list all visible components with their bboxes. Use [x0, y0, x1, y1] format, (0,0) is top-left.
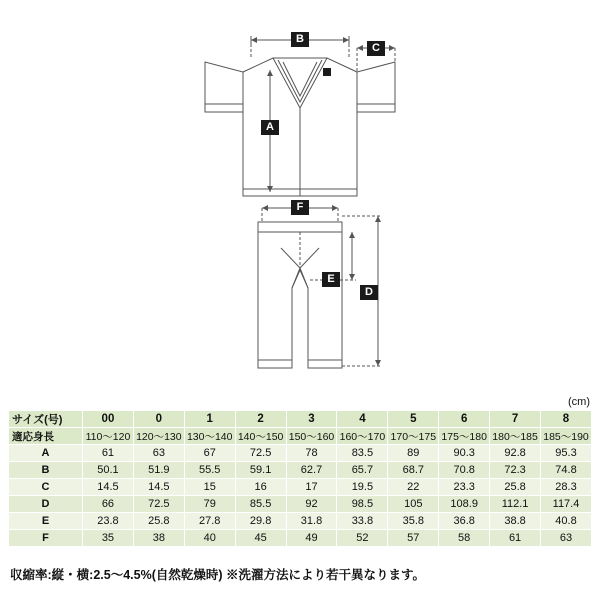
cell-E-00: 23.8: [83, 513, 134, 530]
dim-A-arrow-top: [267, 70, 273, 76]
row-label-F: F: [9, 530, 83, 547]
height-6: 175〜180: [439, 428, 490, 445]
table-row-height: [9, 428, 592, 445]
dim-E-arrow-top: [349, 232, 355, 238]
cell-D-1: 79: [184, 496, 235, 513]
table-row: [9, 496, 592, 513]
cell-D-6: 108.9: [439, 496, 490, 513]
table-row: [9, 462, 592, 479]
dim-B-arrow-left: [251, 37, 257, 43]
cell-C-8: 28.3: [541, 479, 592, 496]
height-00: 110〜120: [83, 428, 134, 445]
cell-B-3: 62.7: [286, 462, 337, 479]
header-size-label: サイズ(号): [9, 411, 83, 428]
table-row: [9, 513, 592, 530]
row-label-C: C: [9, 479, 83, 496]
dim-C-arrow-right: [389, 45, 395, 51]
height-2: 140〜150: [235, 428, 286, 445]
cell-D-3: 92: [286, 496, 337, 513]
cell-C-1: 15: [184, 479, 235, 496]
cell-F-3: 49: [286, 530, 337, 547]
cell-F-00: 35: [83, 530, 134, 547]
diagram-label-B: B: [291, 32, 309, 47]
dim-E-arrow-bottom: [349, 274, 355, 280]
header-size-0: 0: [133, 411, 184, 428]
cell-A-5: 89: [388, 445, 439, 462]
cell-B-7: 72.3: [490, 462, 541, 479]
dim-D-arrow-bottom: [375, 360, 381, 366]
header-size-4: 4: [337, 411, 388, 428]
cell-C-0: 14.5: [133, 479, 184, 496]
diagram-label-D: D: [360, 285, 378, 300]
cell-D-2: 85.5: [235, 496, 286, 513]
jacket-collar-right: [300, 58, 327, 108]
cell-E-7: 38.8: [490, 513, 541, 530]
cell-A-6: 90.3: [439, 445, 490, 462]
size-table-wrap: [8, 410, 592, 547]
cell-F-5: 57: [388, 530, 439, 547]
cell-D-0: 72.5: [133, 496, 184, 513]
cell-E-0: 25.8: [133, 513, 184, 530]
table-row: [9, 530, 592, 547]
table-row: [9, 445, 592, 462]
diagram-label-E: E: [322, 272, 340, 287]
diagram-label-A: A: [261, 120, 279, 135]
jacket-emblem: [323, 68, 331, 76]
cell-C-5: 22: [388, 479, 439, 496]
cell-F-0: 38: [133, 530, 184, 547]
cell-F-4: 52: [337, 530, 388, 547]
height-1: 130〜140: [184, 428, 235, 445]
dim-C-arrow-left: [357, 45, 363, 51]
cell-B-2: 59.1: [235, 462, 286, 479]
cell-C-6: 23.3: [439, 479, 490, 496]
cell-B-4: 65.7: [337, 462, 388, 479]
header-size-5: 5: [388, 411, 439, 428]
table-row: [9, 479, 592, 496]
cell-D-5: 105: [388, 496, 439, 513]
cell-B-5: 68.7: [388, 462, 439, 479]
header-size-00: 00: [83, 411, 134, 428]
dim-F-arrow-right: [332, 205, 338, 211]
cell-A-3: 78: [286, 445, 337, 462]
header-size-6: 6: [439, 411, 490, 428]
row-label-B: B: [9, 462, 83, 479]
dim-B-arrow-right: [343, 37, 349, 43]
cell-A-4: 83.5: [337, 445, 388, 462]
cell-D-00: 66: [83, 496, 134, 513]
cell-A-8: 95.3: [541, 445, 592, 462]
cell-F-8: 63: [541, 530, 592, 547]
cell-E-6: 36.8: [439, 513, 490, 530]
cell-B-00: 50.1: [83, 462, 134, 479]
unit-label: (cm): [568, 396, 590, 408]
header-size-1: 1: [184, 411, 235, 428]
cell-E-2: 29.8: [235, 513, 286, 530]
dim-D-arrow-top: [375, 216, 381, 222]
row-label-E: E: [9, 513, 83, 530]
header-size-8: 8: [541, 411, 592, 428]
cell-C-00: 14.5: [83, 479, 134, 496]
cell-E-1: 27.8: [184, 513, 235, 530]
diagram-label-C: C: [367, 41, 385, 56]
cell-B-0: 51.9: [133, 462, 184, 479]
cell-B-8: 74.8: [541, 462, 592, 479]
size-table: [8, 410, 592, 547]
cell-C-2: 16: [235, 479, 286, 496]
jacket-collar-left: [273, 58, 300, 108]
cell-D-4: 98.5: [337, 496, 388, 513]
cell-C-3: 17: [286, 479, 337, 496]
cell-B-6: 70.8: [439, 462, 490, 479]
header-size-7: 7: [490, 411, 541, 428]
table-row-size: [9, 411, 592, 428]
cell-F-2: 45: [235, 530, 286, 547]
height-3: 150〜160: [286, 428, 337, 445]
cell-E-4: 33.8: [337, 513, 388, 530]
cell-D-7: 112.1: [490, 496, 541, 513]
diagram-label-F: F: [291, 200, 309, 215]
height-0: 120〜130: [133, 428, 184, 445]
cell-A-0: 63: [133, 445, 184, 462]
height-5: 170〜175: [388, 428, 439, 445]
cell-A-7: 92.8: [490, 445, 541, 462]
header-size-3: 3: [286, 411, 337, 428]
header-size-2: 2: [235, 411, 286, 428]
cell-E-5: 35.8: [388, 513, 439, 530]
shrinkage-note: 収縮率:縦・横:2.5〜4.5%(自然乾燥時) ※洗濯方法により若干異なります。: [10, 568, 425, 582]
cell-A-00: 61: [83, 445, 134, 462]
height-7: 180〜185: [490, 428, 541, 445]
cell-B-1: 55.5: [184, 462, 235, 479]
cell-F-6: 58: [439, 530, 490, 547]
row-label-A: A: [9, 445, 83, 462]
dim-F-arrow-left: [262, 205, 268, 211]
cell-F-7: 61: [490, 530, 541, 547]
cell-F-1: 40: [184, 530, 235, 547]
cell-C-4: 19.5: [337, 479, 388, 496]
cell-D-8: 117.4: [541, 496, 592, 513]
height-4: 160〜170: [337, 428, 388, 445]
cell-E-8: 40.8: [541, 513, 592, 530]
header-height-label: 適応身長: [9, 428, 83, 445]
height-8: 185〜190: [541, 428, 592, 445]
cell-E-3: 31.8: [286, 513, 337, 530]
cell-A-1: 67: [184, 445, 235, 462]
row-label-D: D: [9, 496, 83, 513]
cell-A-2: 72.5: [235, 445, 286, 462]
cell-C-7: 25.8: [490, 479, 541, 496]
